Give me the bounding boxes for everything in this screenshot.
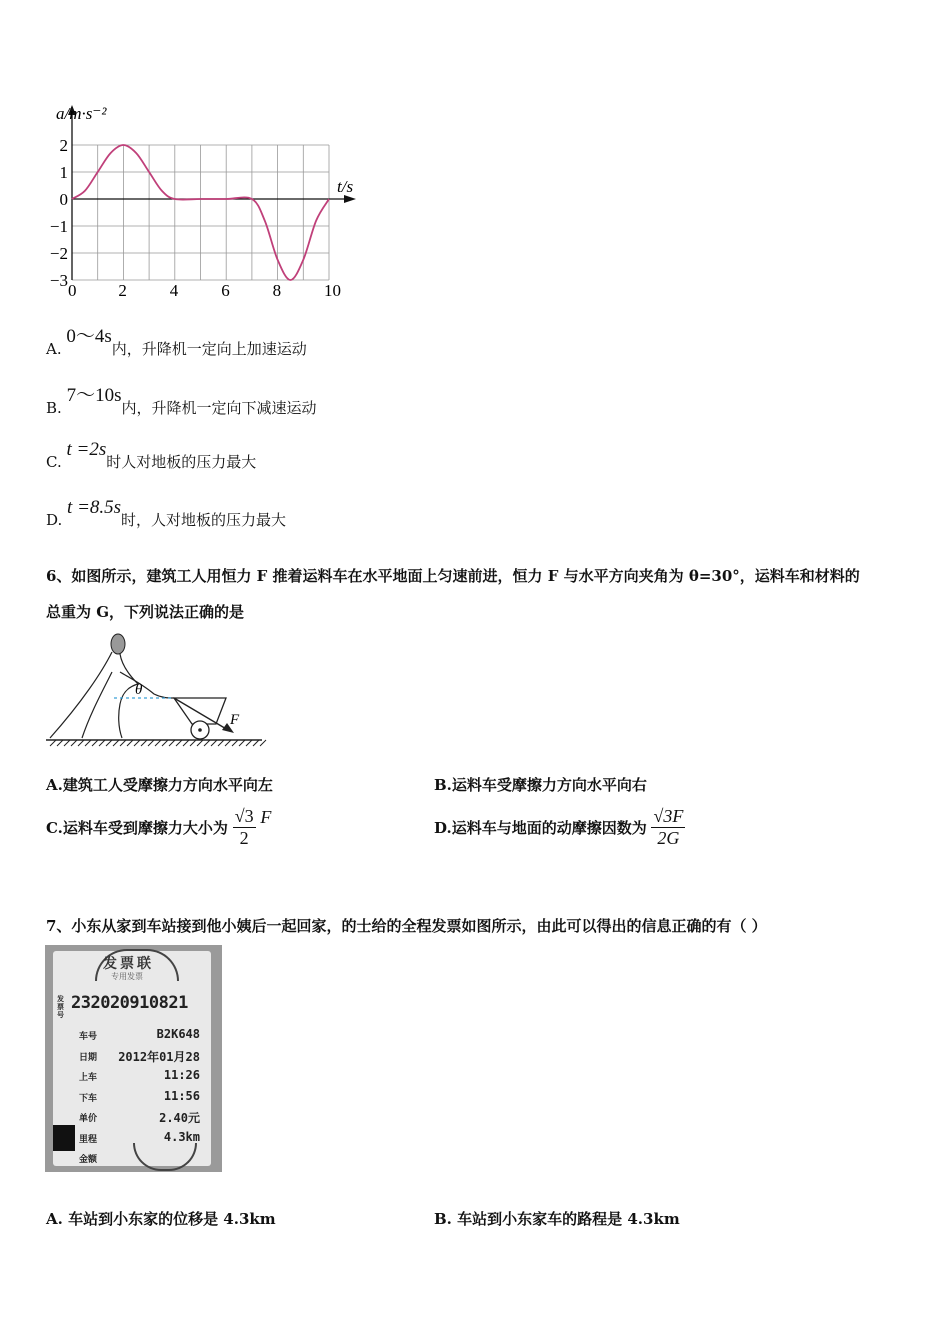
q7-option-b: B. 车站到小东家车的路程是 4.3km [434,1210,680,1228]
q6-stem-line1: 6、如图所示，建筑工人用恒力 F 推着运料车在水平地面上匀速前进，恒力 F 与水平方向夹角为 θ=30°，运料车和材料的 [46,567,860,585]
receipt-row-label: 金额 [79,1155,98,1165]
x-axis-arrow [344,195,356,203]
q6-stem-line2: 总重为 G，下列说法正确的是 [46,603,245,621]
receipt-row-value: 11:56 [163,1088,200,1103]
ground-hatch [169,740,175,746]
q6-option-a: A.建筑工人受摩擦力方向水平向左 [46,776,273,794]
ground-hatch [71,740,77,746]
y-tick-label: 0 [59,190,68,209]
receipt-row-label: 里程 [79,1134,98,1145]
x-tick-label: 2 [118,281,127,300]
ground-hatch [239,740,245,746]
q6-option-c: C.运料车受到摩擦力大小为 $\frac{√3}{2}$ F [46,806,272,848]
receipt-number: 232020910821 [71,993,188,1013]
theta-label: θ [135,682,143,698]
receipt-row-label: 日期 [79,1052,98,1063]
q5-option-a: A. 0～4s内，升降机一定向上加速运动 [46,326,307,358]
y-tick-label: −3 [49,271,68,290]
q6-figure [42,632,267,747]
receipt-row-value: 4.3km [163,1129,200,1144]
x-axis-label: t/s [337,177,354,196]
q7-option-a: A. 车站到小东家的位移是 4.3km [46,1210,276,1228]
ground-hatch [113,740,119,746]
ground-hatch [85,740,91,746]
ground-hatch [162,740,168,746]
ground-hatch [148,740,154,746]
y-tick-label: 1 [59,163,68,182]
ground-hatch [92,740,98,746]
ground-hatch [183,740,189,746]
ground-hatch [190,740,196,746]
worker-head [111,634,125,654]
receipt-row-label: 车号 [79,1032,98,1042]
ground-hatch [99,740,105,746]
x-tick-label: 6 [221,281,230,300]
chart-axes [68,105,356,280]
receipt-row-value: 11:26 [163,1068,200,1082]
q6-option-b: B.运料车受摩擦力方向水平向右 [434,776,647,794]
fraction-c: $\frac{√3}{2}$ [234,806,254,848]
q6-stem [46,558,916,630]
ground-hatch [57,740,63,746]
receipt-sub: 专用发票 [111,972,143,981]
y-tick-label: −2 [49,244,68,263]
receipt-row-value: 2012年01月28 [118,1049,200,1064]
q5-option-b: B. 7～10s内，升降机一定向下减速运动 [46,385,317,417]
x-tick-label: 4 [169,281,179,300]
ground-hatch [260,740,266,746]
acceleration-chart [40,95,370,310]
taxi-receipt-photo [45,945,222,1172]
ground-hatch [197,740,203,746]
fraction-d: $\frac{√3F}{2G}$ [653,806,684,848]
ground-hatch [106,740,112,746]
ground-hatch [253,740,259,746]
ground-hatch [50,740,56,746]
worker-body [50,652,138,738]
ground-hatch [78,740,84,746]
y-tick-label: −1 [49,217,68,236]
q5-option-d: D. t =8.5s时，人对地板的压力最大 [46,497,287,529]
receipt-row-label: 下车 [79,1093,98,1104]
receipt-row-value: 2.40元 [159,1111,200,1125]
ground-hatch [141,740,147,746]
receipt-number-label: 发票号 [57,995,64,1019]
x-tick-label: 0 [68,281,77,300]
x-tick-label: 10 [324,281,341,300]
chart-grid [72,145,329,280]
ground-hatch [211,740,217,746]
ground-hatch [218,740,224,746]
ground-hatch [134,740,140,746]
ground-hatch [155,740,161,746]
force-label: F [230,712,240,728]
ground-hatch [64,740,70,746]
ground-hatch [225,740,231,746]
x-tick-label: 8 [272,281,282,300]
receipt-row-value: B2K648 [156,1027,200,1041]
y-tick-label: 2 [59,136,68,155]
q7-stem: 7、小东从家到车站接到他小姨后一起回家，的士给的全程发票如图所示，由此可以得出的信息正确的有（ ） [46,917,767,935]
receipt-row-label: 单价 [79,1114,98,1124]
q5-option-c: C. t =2s时人对地板的压力最大 [46,439,257,471]
ground-hatch [232,740,238,746]
ground-hatch [246,740,252,746]
ground-hatch [176,740,182,746]
y-axis-label: a/m·s⁻² [56,104,107,123]
ground-hatch [204,740,210,746]
ground-hatch [120,740,126,746]
receipt-row-label: 上车 [79,1073,98,1083]
receipt-header: 发票联 [103,956,154,972]
ground-hatch [127,740,133,746]
q6-option-d: D.运料车与地面的动摩擦因数为 $\frac{√3F}{2G}$ [434,806,684,848]
